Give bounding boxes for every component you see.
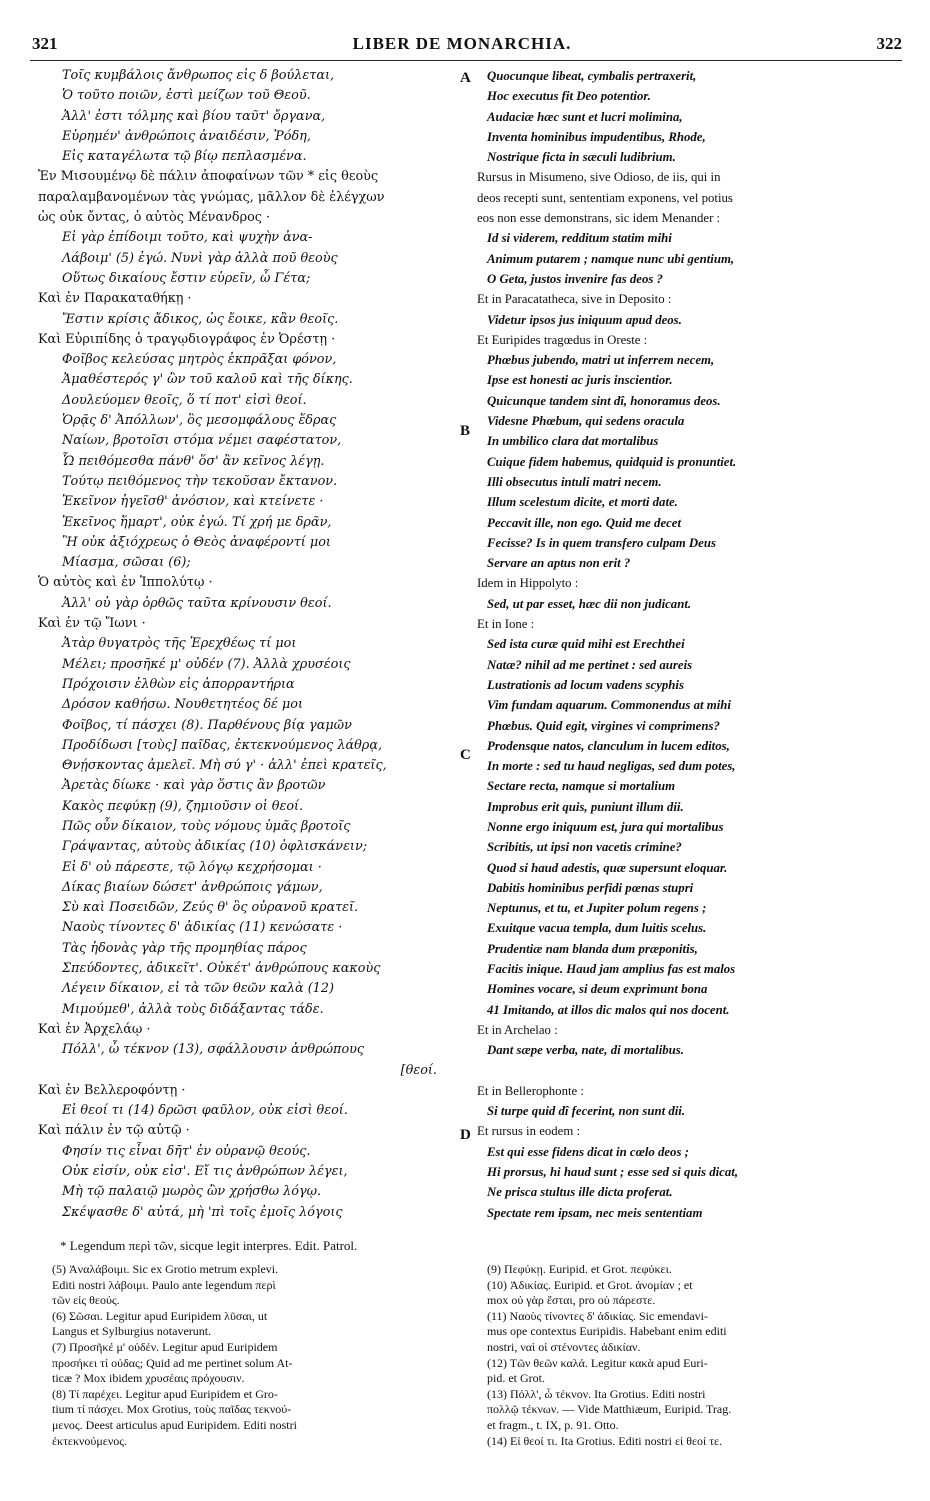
greek-text-line: Καὶ ἐν Ἀρχελάῳ · bbox=[38, 1021, 151, 1037]
latin-text-line: Id si viderem, redditum statim mihi bbox=[487, 231, 672, 246]
greek-text-line: Φοῖβος, τί πάσχει (8). Παρθένους βίᾳ γαμῶν bbox=[62, 717, 352, 733]
greek-text-line: Ὁ τοῦτο ποιῶν, ἐστὶ μείζων τοῦ Θεοῦ. bbox=[62, 88, 311, 104]
greek-text-line: Ὁ αὐτὸς καὶ ἐν Ἱππολύτῳ · bbox=[38, 575, 213, 591]
greek-text-line: Ἀρετὰς δίωκε · καὶ γὰρ ὅστις ἂν βροτῶν bbox=[62, 778, 326, 794]
running-title: LIBER DE MONARCHIA. bbox=[352, 34, 572, 53]
greek-text-line: Μίασμα, σῶσαι (6); bbox=[62, 555, 191, 571]
margin-letter-c: C bbox=[460, 747, 471, 763]
greek-text-line: Δίκας βιαίων δώσετ' ἀνθρώποις γάμων, bbox=[62, 879, 323, 895]
greek-text-line: Πόλλ', ὦ τέκνον (13), σφάλλουσιν ἀνθρώπους bbox=[62, 1042, 365, 1058]
latin-text-line: Scribitis, ut ipsi non vacetis crimine? bbox=[487, 840, 682, 855]
footnote-line: (5) Ἀναλάβοιμι. Sic ex Grotio metrum explevi. bbox=[52, 1262, 279, 1276]
greek-text-line: Θνῄσκοντας ἀμελεῖ. Μὴ σύ γ' · ἀλλ' ἐπεὶ κρατεῖς, bbox=[62, 758, 387, 774]
footnote-line: (14) Εἰ θεοί τι. Ita Grotius. Editi nostri εἰ θεοί τε. bbox=[487, 1433, 723, 1448]
greek-text-line: Ὧ πειθόμεσθα πάνθ' ὅσ' ἂν κεῖνος λέγῃ. bbox=[62, 453, 325, 469]
latin-text-line: Spectate rem ipsam, nec meis sententiam bbox=[487, 1205, 703, 1220]
greek-text-line: Μέλει; προσῆκέ μ' οὐδέν (7). Ἀλλὰ χρυσέοις bbox=[62, 656, 351, 672]
greek-text-line: Μὴ τῷ παλαιῷ μωρὸς ὢν χρήσθω λόγῳ. bbox=[62, 1184, 322, 1200]
greek-text-line: Σκέψασθε δ' αὐτά, μὴ 'πὶ τοῖς ἐμοῖς λόγοις bbox=[62, 1204, 343, 1220]
greek-text-line: Καὶ Εὐριπίδης ὁ τραγῳδιογράφος ἐν Ὀρέστῃ · bbox=[38, 331, 336, 347]
greek-text-line: [θεοί. bbox=[400, 1062, 437, 1078]
greek-text-line: Ἀμαθέστερός γ' ὢν τοῦ καλοῦ καὶ τῆς δίκης. bbox=[62, 372, 353, 388]
greek-text-line: Προδίδωσι [τοὺς] παῖδας, ἐκτεκνούμενος λάθρᾳ, bbox=[62, 737, 383, 753]
latin-text-line: Facitis inique. Haud jam amplius fas est malos bbox=[487, 962, 736, 977]
greek-text-line: Φησίν τις εἶναι δῆτ' ἐν οὐρανῷ θεούς. bbox=[62, 1143, 311, 1159]
greek-text-line: ὡς οὐκ ὄντας, ὁ αὐτὸς Μένανδρος · bbox=[38, 210, 271, 226]
greek-text-line: Ἔστιν κρίσις ἄδικος, ὡς ἔοικε, κἂν θεοῖς. bbox=[62, 311, 339, 327]
latin-text-line: Vim fundam aquarum. Commonendus at mihi bbox=[487, 698, 731, 713]
greek-text-line: Εἰ γὰρ ἐπίδοιμι τοῦτο, καὶ ψυχὴν ἀνα- bbox=[62, 230, 313, 246]
latin-text-line: Et in Ione : bbox=[477, 617, 535, 632]
greek-text-line: Ἀτὰρ θυγατρὸς τῆς Ἐρεχθέως τί μοι bbox=[62, 636, 297, 652]
footnote-line: tium τί πάσχει. Mox Grotius, τοὺς παῖδας τεκνού- bbox=[52, 1402, 292, 1417]
latin-text-line: O Geta, justos invenire fas deos ? bbox=[487, 271, 663, 286]
latin-text-line: Si turpe quid dî fecerint, non sunt dii. bbox=[487, 1104, 686, 1119]
footnote-line: (9) Πεφύκῃ. Euripid. et Grot. πεφύκει. bbox=[487, 1262, 672, 1276]
footnote-line: pid. et Grot. bbox=[487, 1371, 545, 1386]
greek-text-line: Λέγειν δίκαιον, εἰ τὰ τῶν θεῶν καλὰ (12) bbox=[62, 981, 334, 997]
latin-text-line: Et rursus in eodem : bbox=[477, 1124, 581, 1139]
header-rule bbox=[30, 60, 902, 61]
latin-column bbox=[477, 66, 903, 1223]
greek-text-line: Εἰς καταγέλωτα τῷ βίῳ πεπλασμένα. bbox=[62, 149, 307, 165]
latin-text-line: 41 Imitando, at illos dic malos qui nos docent. bbox=[487, 1002, 730, 1017]
footnote-line: (10) Ἀδικίας. Euripid. et Grot. ἀνομίαν ; et bbox=[487, 1277, 693, 1292]
latin-text-line: Peccavit ille, non ego. Quid me decet bbox=[487, 515, 682, 530]
footnote-line: μενος. Deest articulus apud Euripidem. Editi nostri bbox=[52, 1417, 297, 1432]
latin-text-line: In umbilico clara dat mortalibus bbox=[487, 434, 659, 449]
footnote-line: πολλῷ τέκνων. — Vide Matthiæum, Euripid. Trag. bbox=[487, 1402, 732, 1417]
greek-text-line: Ὁρᾷς δ' Ἀπόλλων', ὃς μεσομφάλους ἕδρας bbox=[62, 413, 337, 429]
latin-text-line: deos recepti sunt, sententiam exponens, vel potius bbox=[477, 190, 733, 205]
footnote-line: Langus et Sylburgius notaverunt. bbox=[52, 1324, 212, 1339]
greek-text-line: Οὐκ εἰσίν, οὐκ εἰσ'. Εἴ τις ἀνθρώπων λέγει, bbox=[62, 1164, 348, 1180]
greek-text-line: Λάβοιμ' (5) ἐγώ. Νυνὶ γὰρ ἀλλὰ ποῦ θεοὺς bbox=[62, 250, 338, 266]
latin-text-line: Illi obsecutus intuli matri necem. bbox=[487, 474, 662, 489]
footnote-line: (8) Τί παρέχει. Legitur apud Euripidem et Gro- bbox=[52, 1386, 278, 1401]
greek-text-line: Δουλεύομεν θεοῖς, ὅ τί ποτ' εἰσὶ θεοί. bbox=[62, 392, 307, 408]
latin-text-line: Animum putarem ; namque nunc ubi gentium, bbox=[487, 251, 735, 266]
greek-text-line: Καὶ πάλιν ἐν τῷ αὐτῷ · bbox=[38, 1123, 190, 1139]
greek-text-line: Κακὸς πεφύκῃ (9), ζημιοῦσιν οἱ θεοί. bbox=[62, 798, 304, 814]
latin-text-line: Exuitque vacua templa, dum luitis scelus. bbox=[487, 921, 707, 936]
latin-text-line: Natæ? nihil ad me pertinet : sed aureis bbox=[487, 657, 693, 672]
margin-letter-b: B bbox=[460, 423, 471, 439]
latin-text-line: Quocunque libeat, cymbalis pertraxerit, bbox=[487, 69, 697, 83]
footnote-line: προσήκει τί οὐδας; Quid ad me pertinet solum At- bbox=[52, 1355, 293, 1370]
latin-text-line: Illum scelestum dicite, et morti date. bbox=[487, 495, 678, 510]
latin-text-line: Est qui esse fidens dicat in cœlo deos ; bbox=[487, 1144, 689, 1159]
footnote-line: (6) Σῶσαι. Legitur apud Euripidem λῦσαι, ut bbox=[52, 1308, 268, 1323]
greek-text-line: Ἐκεῖνον ἡγεῖσθ' ἀνόσιον, καὶ κτείνετε · bbox=[62, 494, 324, 510]
latin-text-line: Sectare recta, namque si mortalium bbox=[487, 779, 676, 794]
greek-text-line: Σπεύδοντες, ἀδικεῖτ'. Οὐκέτ' ἀνθρώπους κακοὺς bbox=[62, 961, 381, 977]
latin-text-line: Hi prorsus, hi haud sunt ; esse sed si quis dicat, bbox=[487, 1165, 739, 1180]
latin-text-line: Nostrique ficta in sæculi ludibrium. bbox=[487, 150, 676, 165]
footnote-line: mus ope contextus Euripidis. Habebant enim editi bbox=[487, 1324, 727, 1339]
latin-text-line: Homines vocare, si deum exprimunt bona bbox=[487, 982, 708, 997]
latin-text-line: Et Euripides tragœdus in Oreste : bbox=[477, 332, 648, 347]
latin-text-line: Videtur ipsos jus iniquum apud deos. bbox=[487, 312, 682, 327]
latin-text-line: Et in Bellerophonte : bbox=[477, 1083, 584, 1098]
page-number-left: 321 bbox=[32, 34, 58, 53]
greek-text-line: Εἰ δ' οὐ πάρεστε, τῷ λόγῳ κεχρήσομαι · bbox=[62, 859, 322, 875]
greek-text-line: Τὰς ἡδονὰς γὰρ τῆς προμηθίας πάρος bbox=[62, 940, 307, 956]
latin-text-line: Improbus erit quis, puniunt illum dii. bbox=[487, 799, 684, 814]
latin-text-line: eos non esse demonstrans, sic idem Menander : bbox=[477, 211, 721, 226]
editor-note: * Legendum περὶ τῶν, sicque legit interpres. Edit. Patrol. bbox=[60, 1238, 358, 1253]
greek-text-line: Ναίων, βροτοῖσι στόμα νέμει σαφέστατον, bbox=[62, 433, 342, 449]
latin-text-line bbox=[477, 1061, 903, 1081]
latin-text-line: Quicunque tandem sint dî, honoramus deos. bbox=[487, 393, 721, 408]
greek-text-line: Πῶς οὖν δίκαιον, τοὺς νόμους ὑμᾶς βροτοῖς bbox=[62, 818, 351, 834]
latin-text-line: Sed ista curæ quid mihi est Erechthei bbox=[487, 637, 685, 652]
greek-text-line: Καὶ ἐν τῷ Ἴωνι · bbox=[38, 616, 146, 632]
latin-text-line: Ne prisca stultus ille dicta proferat. bbox=[487, 1185, 673, 1200]
footnotes-right bbox=[487, 1262, 902, 1449]
greek-text-line: παραλαμβανομένων τὰς γνώμας, μᾶλλον δὲ ἐλέγχων bbox=[38, 189, 385, 205]
footnote-line: (7) Προσῆκέ μ' οὐδέν. Legitur apud Euripidem bbox=[52, 1339, 278, 1354]
latin-text-line: Neptunus, et tu, et Jupiter polum regens ; bbox=[487, 901, 707, 916]
latin-text-line: Fecisse? Is in quem transfero culpam Deus bbox=[487, 535, 716, 550]
greek-column bbox=[38, 66, 457, 1223]
footnote-line: (11) Ναοὺς τίνοντες δ' ἀδικίας. Sic emendavi- bbox=[487, 1308, 708, 1323]
greek-text-line: Εἰ θεοί τι (14) δρῶσι φαῦλον, οὐκ εἰσὶ θεοί. bbox=[62, 1103, 348, 1119]
latin-text-line: Inventa hominibus impudentibus, Rhode, bbox=[487, 129, 706, 144]
page-number-right: 322 bbox=[876, 34, 902, 53]
footnote-line: τῶν εἰς θεούς. bbox=[52, 1293, 120, 1308]
latin-text-line: Phœbus jubendo, matri ut inferrem necem, bbox=[487, 353, 715, 368]
latin-text-line: Nonne ergo iniquum est, jura qui mortalibus bbox=[487, 819, 724, 834]
latin-text-line: Phœbus. Quid egit, virgines vi comprimens? bbox=[487, 718, 720, 733]
greek-text-line: Ἐν Μισουμένῳ δὲ πάλιν ἀποφαίνων τῶν * εἰς θεοὺς bbox=[38, 169, 379, 185]
latin-text-line: Dabitis hominibus perfidi pœnas stupri bbox=[487, 880, 694, 895]
latin-text-line: Quod si haud adestis, quæ supersunt eloquar. bbox=[487, 860, 728, 875]
latin-text-line: Cuique fidem habemus, quidquid is pronuntiet. bbox=[487, 454, 737, 469]
latin-text-line: Sed, ut par esset, hæc dii non judicant. bbox=[487, 596, 692, 611]
margin-letter-d: D bbox=[460, 1127, 471, 1143]
latin-text-line: Prudentiæ nam blanda dum præponitis, bbox=[487, 941, 698, 956]
footnote-line: mox οὐ γὰρ ἔσται, pro οὐ πάρεστε. bbox=[487, 1293, 656, 1308]
greek-text-line: Οὕτως δικαίους ἔστιν εὑρεῖν, ὦ Γέτα; bbox=[62, 270, 311, 286]
latin-text-line: Hoc executus fit Deo potentior. bbox=[487, 89, 651, 104]
greek-text-line: Φοῖβος κελεύσας μητρὸς ἐκπρᾶξαι φόνον, bbox=[62, 352, 337, 368]
latin-text-line: In morte : sed tu haud negligas, sed dum potes, bbox=[487, 759, 736, 774]
greek-text-line: Ναοὺς τίνοντες δ' ἀδικίας (11) κενώσατε · bbox=[62, 920, 343, 936]
latin-text-line: Rursus in Misumeno, sive Odioso, de iis, qui in bbox=[477, 170, 721, 185]
greek-text-line: Ἀλλ' ἐστι τόλμης καὶ βίου ταῦτ' ὄργανα, bbox=[62, 108, 326, 124]
latin-text-line: Videsne Phœbum, qui sedens oracula bbox=[487, 414, 685, 429]
footnote-line: et fragm., t. IX, p. 91. Otto. bbox=[487, 1417, 619, 1432]
running-header bbox=[22, 34, 902, 58]
greek-text-line: Πρόχοισιν ἐλθὼν εἰς ἀπορραντήρια bbox=[62, 676, 295, 692]
latin-text-line: Et in Archelao : bbox=[477, 1022, 558, 1037]
latin-text-line: Audaciæ hæc sunt et lucri molimina, bbox=[487, 109, 683, 124]
latin-text-line: Idem in Hippolyto : bbox=[477, 576, 579, 591]
greek-text-line: Καὶ ἐν Βελλεροφόντῃ · bbox=[38, 1082, 186, 1098]
greek-text-line: Μιμούμεθ', ἀλλὰ τοὺς διδάξαντας τάδε. bbox=[62, 1001, 324, 1017]
latin-text-line: Ipse est honesti ac juris inscientior. bbox=[487, 373, 673, 388]
footnote-line: (13) Πόλλ', ὦ τέκνον. Ita Grotius. Editi nostri bbox=[487, 1386, 706, 1401]
greek-text-line: Καὶ ἐν Παρακαταθήκῃ · bbox=[38, 291, 192, 307]
footnote-line: ticæ ? Mox ibidem χρυσέαις πρόχουσιν. bbox=[52, 1371, 245, 1386]
margin-letter-a: A bbox=[460, 70, 471, 86]
greek-text-line: Ἀλλ' οὐ γὰρ ὀρθῶς ταῦτα κρίνουσιν θεοί. bbox=[62, 595, 332, 611]
latin-text-line: Et in Paracatatheca, sive in Deposito : bbox=[477, 292, 672, 307]
greek-text-line: Τοῖς κυμβάλοις ἄνθρωπος εἰς δ βούλεται, bbox=[62, 68, 335, 83]
footnote-line: nostri, ναὶ οἱ στένοντες ἀδικίαν. bbox=[487, 1339, 641, 1354]
footnote-line: Editi nostri λάβοιμι. Paulo ante legendum περὶ bbox=[52, 1277, 276, 1292]
greek-text-line: Εὑρημέν' ἀνθρώποις ἀναιδέσιν, Ῥόδη, bbox=[62, 128, 311, 144]
greek-text-line: Ἐκεῖνος ἥμαρτ', οὐκ ἐγώ. Τί χρή με δρᾶν, bbox=[62, 514, 332, 530]
latin-text-line: Servare an aptus non erit ? bbox=[487, 556, 631, 571]
footnote-line: ἐκτεκνούμενος. bbox=[52, 1433, 128, 1448]
footnotes-left bbox=[52, 1262, 462, 1449]
greek-text-line: Τούτῳ πειθόμενος τὴν τεκοῦσαν ἔκτανον. bbox=[62, 473, 338, 489]
latin-text-line: Dant sæpe verba, nate, di mortalibus. bbox=[487, 1043, 684, 1058]
greek-text-line: Γράψαντας, αὐτοὺς ἀδικίας (10) ὀφλισκάνειν; bbox=[62, 839, 368, 855]
footnote-line: (12) Τῶν θεῶν καλά. Legitur κακὰ apud Euri- bbox=[487, 1355, 708, 1370]
greek-text-line: Δρόσον καθήσω. Νουθετητέος δέ μοι bbox=[62, 697, 304, 713]
latin-text-line: Prodensque natos, clanculum in lucem editos, bbox=[487, 738, 730, 753]
greek-text-line: Σὺ καὶ Ποσειδῶν, Ζεύς θ' ὃς οὐρανοῦ κρατεῖ. bbox=[62, 900, 359, 916]
latin-text-line: Lustrationis ad locum vadens scyphis bbox=[487, 677, 684, 692]
greek-text-line: Ἢ οὐκ ἀξιόχρεως ὁ Θεὸς ἀναφέροντί μοι bbox=[62, 534, 331, 550]
